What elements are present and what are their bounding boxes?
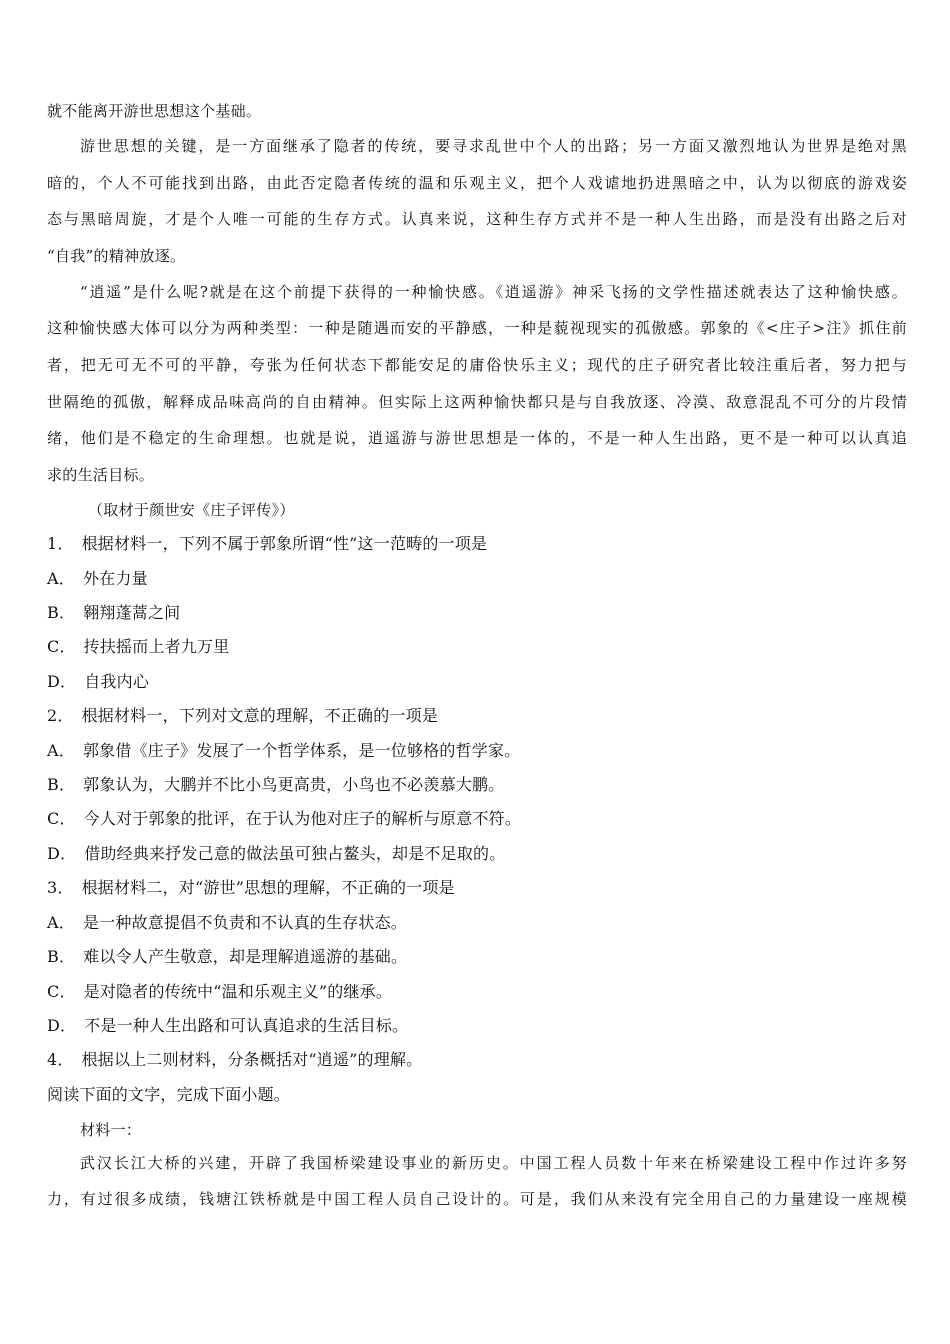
- passage-p2-line: 绪，他们是不稳定的生命理想。也就是说，逍遥游与游世思想是一体的，不是一种人生出路，更不是一种可以认真追: [47, 429, 907, 447]
- question-number: 3．: [47, 878, 74, 897]
- passage-p2-line: “逍遥”是什么呢?就是在这个前提下获得的一种愉快感。《逍遥游》神采飞扬的文学性描述就表达了这种愉快感。: [80, 283, 907, 301]
- question-2: [47, 706, 907, 726]
- passage-p2-line: 者，把无可无不可的平静，夸张为任何状态下都能安足的庸俗快乐主义；现代的庄子研究者比较注重后者，努力把与: [47, 356, 907, 374]
- option-2a[interactable]: A． 郭象借《庄子》发展了一个哲学体系，是一位够格的哲学家。: [47, 741, 521, 760]
- question-1: [47, 534, 907, 554]
- reading-instruction: 阅读下面的文字，完成下面小题。: [47, 1085, 291, 1104]
- option-3c[interactable]: C． 是对隐者的传统中“温和乐观主义”的继承。: [47, 982, 393, 1001]
- question-stem: 根据材料一，下列对文意的理解，不正确的一项是: [81, 706, 438, 725]
- question-stem: 根据以上二则材料，分条概括对“逍遥”的理解。: [81, 1050, 423, 1069]
- passage-p2-line: 世隔绝的孤傲，解释成品味高尚的自由精神。但实际上这两种愉快都只是与自我放逐、冷漠、敌意混乱不可分的片段情: [47, 393, 907, 411]
- question-stem: 根据材料一，下列不属于郭象所谓“性”这一范畴的一项是: [81, 534, 488, 553]
- passage-p2-line: 求的生活目标。: [47, 466, 155, 484]
- option-3a[interactable]: A． 是一种故意提倡不负责和不认真的生存状态。: [47, 913, 407, 932]
- option-1d[interactable]: D． 自我内心: [47, 672, 150, 691]
- option-1a[interactable]: A． 外在力量: [47, 569, 148, 588]
- option-3d[interactable]: D． 不是一种人生出路和可认真追求的生活目标。: [47, 1016, 409, 1035]
- option-1c[interactable]: C． 抟扶摇而上者九万里: [47, 637, 230, 656]
- passage-p1-line: 态与黑暗周旋，才是个人唯一可能的生存方式。认真来说，这种生存方式并不是一种人生出路，而是没有出路之后对: [47, 210, 907, 228]
- source-citation: （取材于颜世安《庄子评传》）: [88, 501, 295, 519]
- material-label: 材料一：: [80, 1121, 142, 1139]
- material-para-line: 力，有过很多成绩，钱塘江铁桥就是中国工程人员自己设计的。可是，我们从来没有完全用自己的力量建设一座规模: [47, 1190, 907, 1208]
- passage-tail-line: 就不能离开游世思想这个基础。: [47, 102, 262, 120]
- option-2b[interactable]: B． 郭象认为，大鹏并不比小鸟更高贵，小鸟也不必羡慕大鹏。: [47, 775, 505, 794]
- question-number: 2．: [47, 706, 74, 725]
- option-2d[interactable]: D． 借助经典来抒发己意的做法虽可独占鳌头，却是不足取的。: [47, 844, 506, 863]
- question-4: [47, 1050, 907, 1070]
- passage-p1-line: “自我”的精神放逐。: [47, 247, 186, 265]
- option-1b[interactable]: B． 翱翔蓬蒿之间: [47, 603, 181, 622]
- question-3: [47, 878, 907, 898]
- passage-p1-line: 暗的，个人不可能找到出路，由此否定隐者传统的温和乐观主义，把个人戏谑地扔进黑暗之中，认为以彻底的游戏姿: [47, 174, 907, 192]
- passage-p1-line: 游世思想的关键，是一方面继承了隐者的传统，要寻求乱世中个人的出路；另一方面又激烈地认为世界是绝对黑: [80, 137, 907, 155]
- question-stem: 根据材料二，对“游世”思想的理解，不正确的一项是: [81, 878, 455, 897]
- question-number: 1．: [47, 534, 74, 553]
- material-para-line: 武汉长江大桥的兴建，开辟了我国桥梁建设事业的新历史。中国工程人员数十年来在桥梁建设工程中作过许多努: [80, 1154, 907, 1172]
- passage-p2-line: 这种愉快感大体可以分为两种类型：一种是随遇而安的平静感，一种是藐视现实的孤傲感。郭象的《<庄子>注》抓住前: [47, 319, 907, 337]
- option-3b[interactable]: B． 难以令人产生敬意，却是理解逍遥游的基础。: [47, 947, 408, 966]
- question-number: 4．: [47, 1050, 74, 1069]
- option-2c[interactable]: C． 今人对于郭象的批评，在于认为他对庄子的解析与原意不符。: [47, 809, 522, 828]
